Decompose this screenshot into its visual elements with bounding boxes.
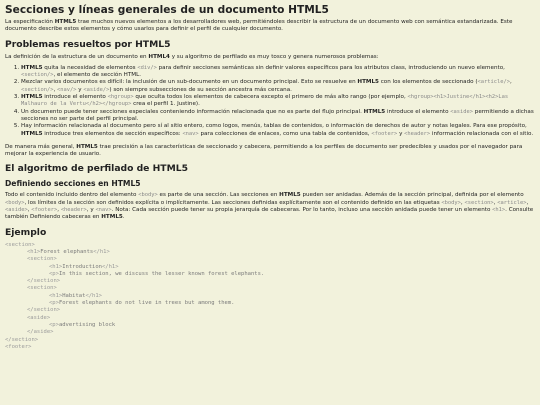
text-run: que oculta todos los elementos de cabecera excepto el primero de más alto rango (por ejemplo, xyxy=(133,94,408,101)
bold-text: HTML5 xyxy=(76,143,98,150)
problem-item xyxy=(21,94,535,109)
example-code-block xyxy=(5,242,535,351)
text-run: , xyxy=(526,199,529,206)
text-run: información relacionada con el sitio. xyxy=(430,130,534,137)
code-tag: </h1> xyxy=(85,292,102,299)
intro-paragraph xyxy=(5,19,535,34)
text-run: , xyxy=(53,86,58,93)
code-tag: <hgroup><h1>Justine</h1><h2>Las Malhauro de la Vertu</h2></hgroup> xyxy=(21,94,509,108)
text-run: . Nota: Cada sección puede tener su propia jerarquía de cabeceras. Por lo tanto, incluso una sección anidada puede tener un elemento xyxy=(111,207,493,214)
code-line xyxy=(5,242,535,249)
defining-sections-paragraph xyxy=(5,192,535,221)
code-tag: <aside> xyxy=(450,108,474,115)
code-line xyxy=(5,271,535,278)
code-tag: <article/> xyxy=(477,79,511,86)
code-tag: <p> xyxy=(49,300,59,307)
code-tag: <section> xyxy=(27,256,57,263)
code-tag: <h1> xyxy=(49,292,63,299)
bold-text: HTML5 xyxy=(21,94,43,101)
code-tag: <p> xyxy=(49,270,59,277)
text-run: , xyxy=(510,79,512,86)
code-tag: <h1> xyxy=(49,263,63,270)
example-heading: Ejemplo xyxy=(5,226,47,238)
problem-item xyxy=(21,109,535,124)
text-run: pueden ser anidadas. Además de la sección principal, definida por el elemento xyxy=(300,192,524,199)
code-tag: </h1> xyxy=(102,263,119,270)
text-run: y xyxy=(397,130,405,137)
code-tag: </section> xyxy=(5,336,39,343)
text-run: introduce el elemento xyxy=(42,94,108,101)
bold-text: HTML5 xyxy=(363,108,386,115)
page-title: Secciones y líneas generales de un documento HTML5 xyxy=(5,4,329,16)
code-tag: <nav> xyxy=(95,207,112,214)
code-line xyxy=(5,315,535,322)
code-line xyxy=(5,307,535,314)
code-tag: <h1> xyxy=(492,207,506,214)
bold-text: HTML5 xyxy=(21,64,43,71)
code-tag: <footer> xyxy=(371,130,398,137)
code-text: Introduction xyxy=(62,263,102,270)
text-run: , el elemento de sección HTML. xyxy=(53,72,141,79)
code-tag: <hgroup> xyxy=(107,94,134,101)
code-line xyxy=(5,293,535,300)
problems-closing-paragraph xyxy=(5,144,535,159)
text-run: y xyxy=(76,86,84,93)
problems-heading: Problemas resueltos por HTML5 xyxy=(5,38,171,50)
text-run: , xyxy=(460,199,465,206)
code-line xyxy=(5,249,535,256)
code-tag: <header> xyxy=(404,130,431,137)
code-tag: <body> xyxy=(5,199,25,206)
text-run: introduce el elemento xyxy=(385,108,451,115)
code-tag: <article> xyxy=(497,199,527,206)
code-line xyxy=(5,329,535,336)
code-tag: <header> xyxy=(60,207,87,214)
code-tag: <section> xyxy=(464,199,494,206)
code-text: advertising block xyxy=(58,321,116,328)
problems-list xyxy=(5,65,535,138)
text-run: , xyxy=(27,207,32,214)
algorithm-heading: El algoritmo de perfilado de HTML5 xyxy=(5,163,188,175)
code-tag: </section> xyxy=(27,307,61,314)
code-tag: <footer> xyxy=(31,207,58,214)
code-tag: <p> xyxy=(49,321,59,328)
code-tag: </h1> xyxy=(93,248,110,255)
text-run: . xyxy=(122,214,125,221)
problems-lead-paragraph xyxy=(5,54,535,61)
code-tag: </aside> xyxy=(27,329,54,336)
code-text: Forest elephants xyxy=(40,248,94,255)
code-line xyxy=(5,322,535,329)
text-run: permitiendo a dichas secciones no ser parte del perfil principal. xyxy=(21,108,534,122)
text-run: ) son siempre subsecciones de su sección ancestra más cercana. xyxy=(109,86,292,93)
problem-item xyxy=(21,79,535,94)
code-line xyxy=(5,264,535,271)
code-line xyxy=(5,344,535,351)
text-run: Hay información relacionada al documento pero sí al sitio entero, como logos, menús, tablas de contenidos, o información de derechos de autor y notas legales. Para ese propósito, xyxy=(21,123,527,130)
text-run: quita la necesidad de elementos xyxy=(42,64,138,71)
code-tag: <body> xyxy=(441,199,461,206)
text-run: trae muchos nuevos elementos a los desarrolladores web, permitiéndoles describir la estructura de un documento web con semántica estandarizada. Este documento describe estos elementos y cómo usarlos para definir el perfil de cualquier documento. xyxy=(5,19,513,33)
code-line xyxy=(5,285,535,292)
text-run: , xyxy=(493,199,498,206)
code-tag: <h1> xyxy=(27,248,41,255)
code-line xyxy=(5,278,535,285)
text-run: con los elementos de seccionado ( xyxy=(378,79,478,86)
text-run: para colecciones de enlaces, como una tabla de contenidos, xyxy=(198,130,372,137)
code-tag: <body> xyxy=(138,192,158,199)
code-line xyxy=(5,300,535,307)
bold-text: HTML5 xyxy=(357,79,379,86)
code-tag: <section/> xyxy=(21,86,54,93)
code-text: In this section, we discuss the lesser known forest elephants. xyxy=(58,270,265,277)
code-tag: <section> xyxy=(27,285,57,292)
code-tag: <nav> xyxy=(182,130,199,137)
bold-text: HTML4 xyxy=(148,53,170,60)
text-run: Todo el contenido incluido dentro del elemento xyxy=(5,192,139,199)
code-tag: <nav/> xyxy=(57,86,77,93)
text-run: , y xyxy=(86,207,96,214)
defining-sections-heading: Definiendo secciones en HTML5 xyxy=(5,179,141,189)
code-tag: <section> xyxy=(5,241,35,248)
text-run: Mezclar varios documentos es difícil: la inclusión de un sub-documento en un documento principal. Esto se resuelve en xyxy=(21,79,358,86)
code-tag: <aside> xyxy=(27,314,51,321)
text-run: La definición de la estructura de un documento en xyxy=(5,53,149,60)
code-tag: <footer> xyxy=(5,343,32,350)
text-run: , xyxy=(57,207,61,214)
bold-text: HTML5 xyxy=(21,130,43,137)
problem-item xyxy=(21,65,535,80)
text-run: y su algoritmo de perfilado es muy tosco y genera numerosos problemas: xyxy=(169,53,379,60)
text-run: crea el perfil 1. Justine). xyxy=(131,101,200,108)
code-text: Habitat xyxy=(62,292,86,299)
text-run: De manera más general, xyxy=(5,143,77,150)
text-run: para definir secciones semánticas sin definir valores específicos para los atributos class, introduciendo un nuevo elemento, xyxy=(156,64,505,71)
bold-text: HTML5 xyxy=(101,214,123,221)
bold-text: HTML5 xyxy=(279,192,301,199)
bold-text: HTML5 xyxy=(54,19,77,25)
code-tag: <aside/> xyxy=(83,86,110,93)
code-tag: <section/> xyxy=(21,72,54,79)
code-line xyxy=(5,256,535,263)
code-tag: </section> xyxy=(27,278,61,285)
text-run: introduce tres elementos de sección específicos: xyxy=(42,130,183,137)
code-line xyxy=(5,337,535,344)
text-run: . Consulte también Definiendo cabeceras en xyxy=(5,207,534,221)
text-run: es parte de una sección. Las secciones en xyxy=(157,192,280,199)
text-run: , los límites de la sección son definidos explícita o implícitamente. Las secciones definidas explícitamente son el contenido definido en las etiquetas xyxy=(24,199,442,206)
code-tag: <aside> xyxy=(5,207,28,214)
problem-item xyxy=(21,123,535,138)
text-run: Un documento puede tener secciones especiales conteniendo información relacionada que no es parte del flujo principal. xyxy=(21,108,364,115)
text-run: trae precisión a las características de seccionado y cabecera, permitiendo a los perfiles de documento ser predecibles y usados por el navegador para mejorar la experiencia de usuario. xyxy=(5,143,523,158)
code-tag: <div/> xyxy=(137,64,157,71)
text-run: La especificación xyxy=(5,19,55,25)
code-text: Forest elephants do not live in trees but among them. xyxy=(58,300,235,307)
